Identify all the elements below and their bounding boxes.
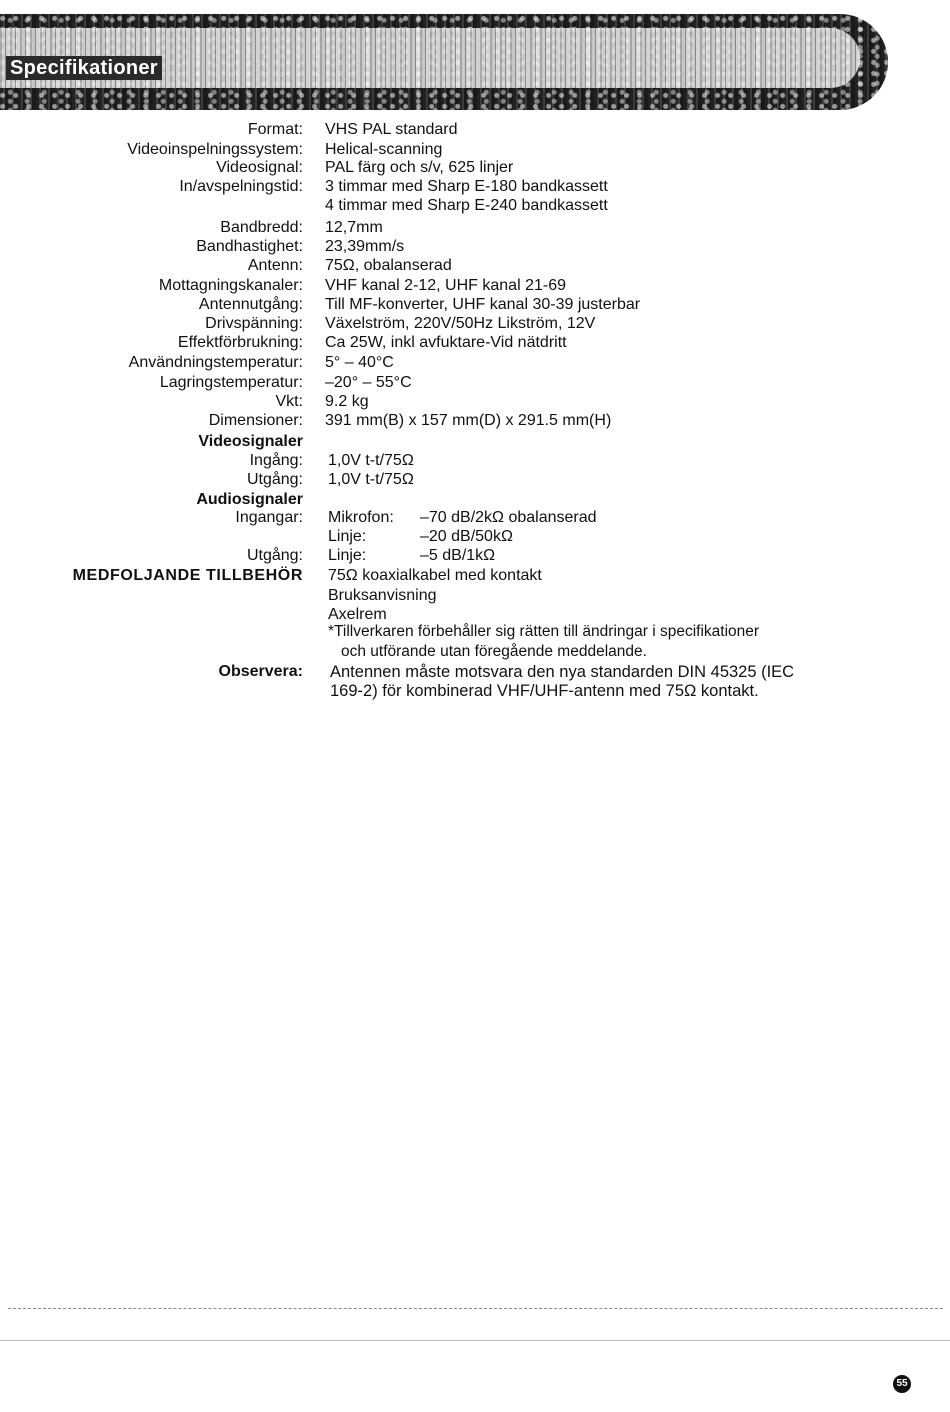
audio-heading: Audiosignaler — [196, 491, 303, 508]
spec-label: Bandbredd: — [220, 219, 303, 236]
line-out-value: –5 dB/1kΩ — [420, 547, 496, 564]
spec-label: Dimensioner: — [208, 412, 303, 429]
spec-label: Drivspänning: — [205, 315, 303, 332]
accessory-item: Axelrem — [328, 606, 387, 623]
spec-value: Helical-scanning — [325, 141, 443, 158]
spec-value: 75Ω, obalanserad — [325, 257, 452, 274]
spec-row — [0, 333, 950, 353]
spec-value: 12,7mm — [325, 219, 383, 236]
line-in-label: Linje: — [328, 528, 367, 545]
spec-row — [0, 218, 950, 238]
observe-line-1: Antennen måste motsvara den nya standarden DIN 45325 (IEC — [330, 663, 795, 681]
spec-label: Effektförbrukning: — [177, 334, 303, 351]
footer-divider — [8, 1308, 943, 1309]
video-output-label: Utgång: — [246, 471, 303, 488]
spec-row — [0, 256, 950, 276]
spec-value: Ca 25W, inkl avfuktare-Vid nätdritt — [325, 334, 567, 351]
video-input-label: Ingång: — [249, 452, 303, 469]
spec-label: Lagringstemperatur: — [159, 374, 303, 391]
audio-line-in-row — [0, 527, 950, 547]
spec-row — [0, 314, 950, 334]
spec-label: Mottagningskanaler: — [158, 277, 303, 294]
spec-row — [0, 276, 950, 296]
audio-output-label: Utgång: — [246, 547, 303, 564]
spec-label: Bandhastighet: — [196, 238, 303, 255]
audio-output-row — [0, 546, 950, 566]
spec-row — [0, 196, 950, 216]
accessories-row — [0, 566, 950, 586]
page-number: 55 — [893, 1375, 911, 1393]
spec-value: 3 timmar med Sharp E-180 bandkassett — [325, 178, 608, 195]
video-output-row — [0, 470, 950, 490]
accessory-item: 75Ω koaxialkabel med kontakt — [328, 567, 542, 584]
video-heading-row — [0, 432, 950, 452]
video-output-value: 1,0V t-t/75Ω — [328, 471, 414, 488]
line-in-value: –20 dB/50kΩ — [420, 528, 513, 545]
header-band — [0, 6, 888, 110]
spec-label: Videoinspelningssystem: — [127, 141, 303, 158]
accessory-item: Bruksanvisning — [328, 587, 437, 604]
mic-value: –70 dB/2kΩ obalanserad — [420, 509, 597, 526]
audio-heading-row — [0, 490, 950, 510]
spec-row — [0, 120, 950, 140]
audio-inputs-row — [0, 508, 950, 528]
spec-value: Växelström, 220V/50Hz Likström, 12V — [325, 315, 596, 332]
spec-value: 4 timmar med Sharp E-240 bandkassett — [325, 197, 608, 214]
note-line-1: *Tillverkaren förbehåller sig rätten till ändringar i specifikationer — [328, 623, 760, 640]
spec-row — [0, 411, 950, 431]
spec-label: Videosignal: — [216, 159, 303, 176]
observe-label: Observera: — [218, 663, 303, 680]
spec-value: 23,39mm/s — [325, 238, 405, 255]
spec-label: Användningstemperatur: — [128, 354, 303, 371]
spec-value: 391 mm(B) x 157 mm(D) x 291.5 mm(H) — [325, 412, 612, 429]
spec-label: Antenn: — [247, 257, 303, 274]
note-row — [0, 622, 950, 642]
mic-label: Mikrofon: — [328, 509, 394, 526]
note-line-2: och utförande utan föregående meddelande. — [341, 643, 647, 660]
spec-row — [0, 158, 950, 178]
observe-line-2: 169-2) för kombinerad VHF/UHF-antenn med 75Ω kontakt. — [330, 682, 759, 700]
line-out-label: Linje: — [328, 547, 367, 564]
spec-label: Antennutgång: — [198, 296, 303, 313]
spec-value: 5° – 40°C — [325, 354, 394, 371]
note-row — [0, 642, 950, 662]
spec-value: VHF kanal 2-12, UHF kanal 21-69 — [325, 277, 566, 294]
spec-row — [0, 140, 950, 160]
section-title: Specifikationer — [6, 56, 162, 80]
accessories-row — [0, 586, 950, 606]
audio-inputs-label: Ingangar: — [235, 509, 303, 526]
video-input-value: 1,0V t-t/75Ω — [328, 452, 414, 469]
spec-value: –20° – 55°C — [325, 374, 412, 391]
spec-row — [0, 373, 950, 393]
spec-row — [0, 353, 950, 373]
spec-value: Till MF-konverter, UHF kanal 30-39 justerbar — [325, 296, 641, 313]
spec-row — [0, 392, 950, 412]
spec-value: PAL färg och s/v, 625 linjer — [325, 159, 514, 176]
spec-row — [0, 237, 950, 257]
footer-divider — [0, 1340, 950, 1341]
observe-row — [0, 681, 950, 701]
observe-row — [0, 662, 950, 682]
accessories-heading: MEDFOLJANDE TILLBEHÖR — [72, 567, 303, 584]
spec-row — [0, 295, 950, 315]
spec-label: Vkt: — [275, 393, 303, 410]
spec-label: Format: — [247, 121, 303, 138]
video-input-row — [0, 451, 950, 471]
spec-label: In/avspelningstid: — [179, 178, 303, 195]
spec-row — [0, 177, 950, 197]
spec-value: 9.2 kg — [325, 393, 369, 410]
spec-value: VHS PAL standard — [325, 121, 458, 138]
video-heading: Videosignaler — [198, 433, 303, 450]
